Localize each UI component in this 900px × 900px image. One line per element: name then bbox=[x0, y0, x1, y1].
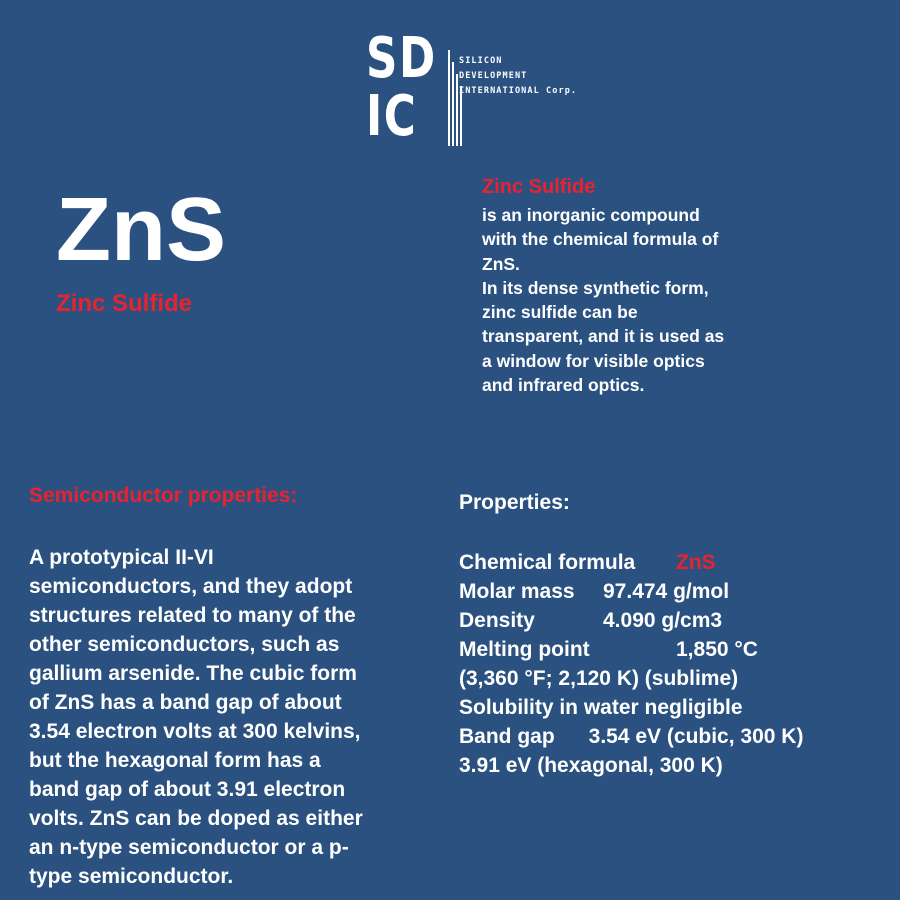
property-label: Band gap bbox=[459, 725, 555, 748]
logo-letters-bottom: IC bbox=[366, 84, 418, 149]
semiconductor-body: A prototypical II-VI semiconductors, and they adopt structures related to many of the other semiconductors, such as gallium arsenide. The cubic form of ZnS has a band gap of about 3.54 electron volts at 300 kelvins, but the hexagonal form has a band gap of about 3.91 electron volts. ZnS can be doped as either an n-type semiconductor or a p- type semiconductor. bbox=[29, 546, 363, 888]
property-label: Solubility in water bbox=[459, 696, 639, 719]
property-label: Molar mass bbox=[459, 580, 575, 603]
property-row-molar-mass bbox=[459, 577, 879, 606]
property-label: Melting point bbox=[459, 638, 590, 661]
property-value: 1,850 °C bbox=[676, 638, 758, 661]
property-row-chemical-formula bbox=[459, 548, 879, 577]
logo-company-name bbox=[459, 54, 577, 99]
property-label: Chemical formula bbox=[459, 551, 636, 574]
property-value: 3.54 eV (cubic, 300 K) bbox=[588, 725, 804, 748]
intro-body: is an inorganic compound with the chemical formula of ZnS. In its dense synthetic form, zinc sulfide can be transparent, and it is used as a window for visible optics and infrared optics. bbox=[482, 205, 725, 396]
property-value: 4.090 g/cm3 bbox=[603, 609, 723, 632]
hero-name: Zinc Sulfide bbox=[56, 290, 193, 317]
properties-list bbox=[459, 548, 879, 780]
property-row-band-gap bbox=[459, 722, 879, 751]
logo-company-line: DEVELOPMENT bbox=[459, 71, 528, 81]
property-label: (3,360 °F; 2,120 K) (sublime) bbox=[459, 667, 739, 690]
property-row-band-gap-hexagonal bbox=[459, 751, 879, 780]
semiconductor-section bbox=[29, 484, 429, 891]
property-value: 97.474 g/mol bbox=[603, 580, 730, 603]
sdic-logo bbox=[366, 26, 596, 149]
intro-section bbox=[482, 174, 782, 397]
logo-letters bbox=[366, 26, 437, 149]
logo-letters-top: SD bbox=[366, 26, 437, 91]
property-row-solubility bbox=[459, 693, 879, 722]
logo-company-line: INTERNATIONAL Corp. bbox=[459, 86, 578, 96]
hero-formula: ZnS bbox=[56, 180, 226, 280]
properties-section bbox=[459, 491, 879, 780]
semiconductor-heading: Semiconductor properties: bbox=[29, 484, 298, 507]
property-row-melting-point bbox=[459, 635, 879, 664]
property-label: Density bbox=[459, 609, 535, 632]
property-label: 3.91 eV (hexagonal, 300 K) bbox=[459, 754, 723, 777]
property-value: negligible bbox=[644, 696, 743, 719]
intro-title: Zinc Sulfide bbox=[482, 176, 596, 198]
properties-heading: Properties: bbox=[459, 491, 570, 514]
logo-company-line: SILICON bbox=[459, 56, 503, 66]
property-row-density bbox=[459, 606, 879, 635]
property-value: ZnS bbox=[676, 551, 716, 574]
property-row-melting-point-cont bbox=[459, 664, 879, 693]
